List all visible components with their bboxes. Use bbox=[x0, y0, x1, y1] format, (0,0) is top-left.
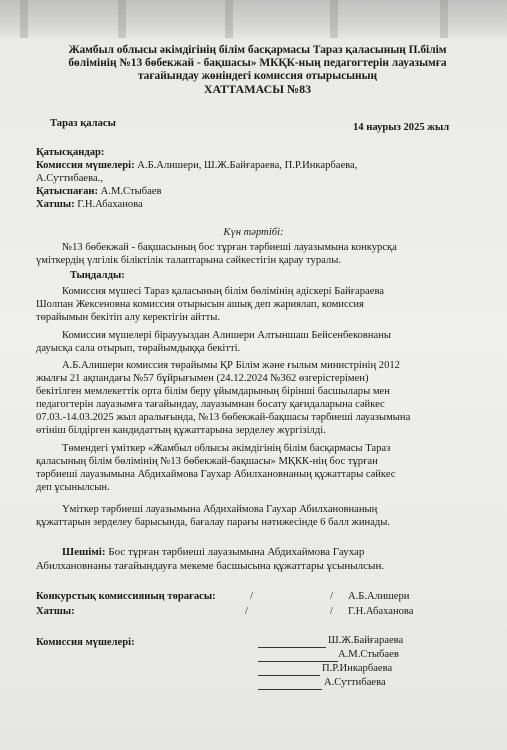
member-sign-name: А.М.Стыбаев bbox=[338, 649, 399, 660]
secretary-sign-label: Хатшы: bbox=[36, 606, 75, 617]
members-value: А.Б.Алишери, Ш.Ж.Байғараева, П.Р.Инкарбаева, bbox=[134, 160, 358, 171]
secretary-value: Г.Н.Абаханова bbox=[74, 199, 143, 210]
protocol-title: ХАТТАМАСЫ №83 bbox=[203, 82, 312, 96]
secretary-sign-name: Г.Н.Абаханова bbox=[348, 606, 414, 617]
paragraph-4-line: Төмендегі үміткер «Жамбыл облысы әкімдігінің білім басқармасы Тараз bbox=[62, 443, 391, 454]
paragraph-3-line: өтініш білдірген кандидаттың құжаттарына зерделеу жүргізілді. bbox=[36, 425, 326, 436]
agenda-line-1: №13 бөбекжай - бақшасының бос тұрған тәрбиеші лауазымына конкурсқа bbox=[62, 242, 397, 253]
listened-heading: Тыңдалды: bbox=[70, 270, 125, 281]
absent-line bbox=[36, 185, 162, 198]
paragraph-3-line: 07.03.-14.03.2025 жыл аралығында, №13 бөбекжай-бақшасы тәрбиеші лауазымына bbox=[36, 412, 411, 423]
paragraph-1-line: Комиссия мүшесі Тараз қаласының білім бөлімінің әдіскері Байғараева bbox=[62, 286, 385, 297]
signature-line bbox=[258, 647, 326, 648]
paragraph-3-line: жылғы 21 ақпандағы №57 бұйрығымен (24.12.2024 №362 өзгерістерімен) bbox=[36, 373, 369, 384]
members-sign-label: Комиссия мүшелері: bbox=[36, 637, 135, 648]
paragraph-4-line: деп ұсынылсын. bbox=[36, 482, 110, 493]
participants-heading: Қатысқандар: bbox=[36, 147, 105, 158]
paragraph-3-line: А.Б.Алишери комиссия төрайымы ҚР Білім және ғылым министрінің 2012 bbox=[62, 360, 400, 371]
date: 14 наурыз 2025 жыл bbox=[353, 122, 450, 133]
member-sign-name: А.Суттибаева bbox=[324, 677, 386, 688]
secretary-label: Хатшы: bbox=[36, 199, 75, 210]
decision-text: Бос тұрған тәрбиеші лауазымына Абдихаймова Гаухар bbox=[105, 546, 365, 558]
chair-label: Конкурстық комиссияның төрағасы: bbox=[36, 591, 216, 602]
members-continued: А.Суттибаева., bbox=[36, 173, 103, 184]
absent-label: Қатыспаған: bbox=[36, 186, 99, 197]
paragraph-1-line: төрайымын бекітіп алу керектігін айтты. bbox=[36, 312, 220, 323]
place: Тараз қаласы bbox=[50, 118, 116, 129]
member-sign-name: П.Р.Инкарбаева bbox=[322, 663, 393, 674]
secretary-line bbox=[36, 198, 143, 211]
signature-slash: / bbox=[330, 606, 333, 617]
header-line-3: тағайындау жөніндегі комиссия отырысының bbox=[137, 70, 378, 82]
paragraph-5-line: құжаттарын зерделеу барысында, бағалау парағы нәтижесінде 6 балл жинады. bbox=[36, 517, 391, 528]
header-line-2: бөлімінің №13 бөбекжай - бақшасы» МКҚК-ның педагогтерін лауазымға bbox=[68, 57, 447, 69]
decision-line-2: Абилхановнаны тағайындауға мекеме басшысына құжаттары ұсынылсын. bbox=[36, 560, 385, 572]
member-sign-name: Ш.Ж.Байғараева bbox=[328, 635, 404, 646]
agenda-heading: Күн тәртібі: bbox=[223, 227, 284, 238]
paragraph-4-line: тәрбиеші лауазымына Абдихаймова Гаухар Абилхановнаның құжаттары сәйкес bbox=[36, 469, 396, 480]
signature-slash: / bbox=[245, 606, 248, 617]
chair-name: А.Б.Алишери bbox=[348, 591, 410, 602]
decision-line-1 bbox=[62, 546, 364, 559]
signature-slash: / bbox=[330, 591, 333, 602]
signature-line bbox=[258, 675, 320, 676]
paragraph-5-line: Үміткер тәрбиеші лауазымына Абдихаймова Гаухар Абилхановнаның bbox=[62, 504, 378, 515]
paragraph-2-line: дауысқа сала отырып, төрайымдыққа бекітті. bbox=[36, 343, 241, 354]
paragraph-3-line: бекітілген мемлекеттік орта білім беру ұйымдарының бірінші басшылары мен bbox=[36, 386, 390, 397]
agenda-line-2: үміткердің үлгілік біліктілік талаптарына сәйкестігін қарау туралы. bbox=[36, 255, 341, 266]
members-line bbox=[36, 159, 357, 172]
paragraph-4-line: қаласының білім бөлімінің №13 бөбекжай-бақшасы» МҚКК-нің бос тұрған bbox=[36, 456, 378, 467]
header-line-1: Жамбыл облысы әкімдігінің білім басқармасы Тараз қаласының П.білім bbox=[68, 44, 447, 56]
decision-label: Шешімі: bbox=[62, 546, 106, 558]
paragraph-2-line: Комиссия мүшелері біраууыздан Алишери Алтыншаш Бейсенбековнаны bbox=[62, 330, 392, 341]
paragraph-1-line: Шолпан Жексеновна комиссия отырысын ашық деп жариялап, комиссия bbox=[36, 299, 364, 310]
signature-slash: / bbox=[250, 591, 253, 602]
paragraph-3-line: педагогтерін лауазымға тағайындау, лауазымнан босату қағидаларына сәйкес bbox=[36, 399, 385, 410]
signature-line bbox=[258, 689, 322, 690]
members-label: Комиссия мүшелері: bbox=[36, 160, 135, 171]
absent-value: А.М.Стыбаев bbox=[98, 186, 162, 197]
